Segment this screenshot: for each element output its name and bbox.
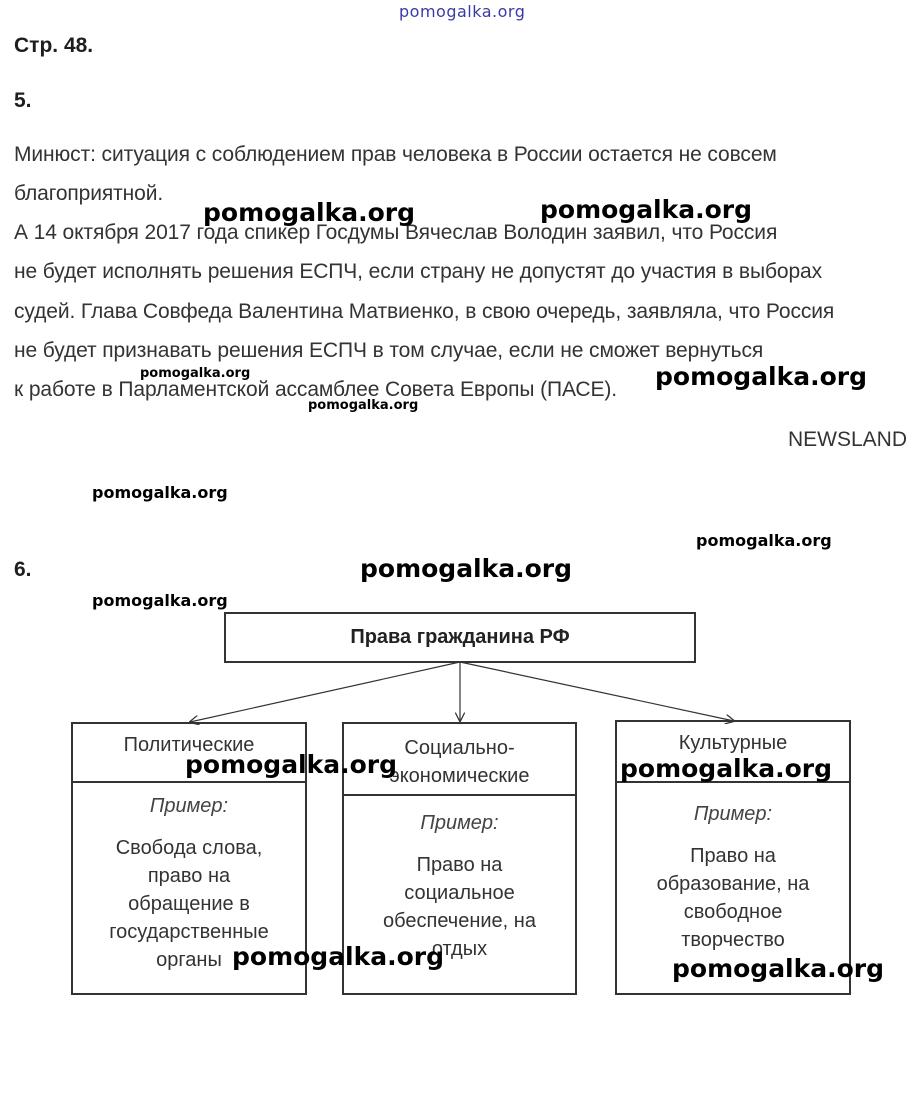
watermark: pomogalka.org bbox=[92, 483, 228, 502]
cultural-example-text bbox=[617, 842, 849, 954]
socioeconomic-example-label: Пример: bbox=[420, 812, 499, 834]
cultural-example-line: Право на bbox=[690, 845, 776, 867]
task-5-line-7: к работе в Парламентской ассамблее Совета Европы (ПАСЕ). bbox=[14, 378, 618, 401]
socioeconomic-example-line: отдых bbox=[431, 938, 488, 960]
cultural-example-line: образование, на bbox=[656, 873, 810, 895]
political-example-line: обращение в bbox=[128, 893, 250, 915]
watermark: pomogalka.org bbox=[92, 591, 228, 610]
connector-left bbox=[190, 662, 460, 722]
political-example-line: органы bbox=[156, 949, 222, 971]
watermark: pomogalka.org bbox=[655, 362, 868, 391]
political-example-line: государственные bbox=[109, 921, 269, 943]
watermark: pomogalka.org bbox=[540, 195, 753, 224]
cultural-example-line: творчество bbox=[681, 929, 785, 951]
cultural-title: Культурные bbox=[678, 732, 788, 754]
socioeconomic-example-line: обеспечение, на bbox=[383, 910, 536, 932]
political-example-line: право на bbox=[147, 865, 231, 887]
root-title: Права гражданина РФ bbox=[350, 626, 570, 648]
connector-right bbox=[460, 662, 734, 721]
source-attribution: NEWSLAND bbox=[787, 428, 907, 451]
political-title: Политические bbox=[123, 734, 255, 756]
task-5-line-6: не будет признавать решения ЕСПЧ в том случае, если не сможет вернуться bbox=[14, 339, 764, 362]
watermark: pomogalka.org bbox=[620, 754, 833, 783]
watermark: pomogalka.org bbox=[232, 942, 445, 971]
socioeconomic-title-line-2: экономические bbox=[389, 765, 530, 787]
watermark: pomogalka.org bbox=[696, 531, 832, 550]
watermark: pomogalka.org bbox=[140, 366, 251, 381]
socioeconomic-example-line: социальное bbox=[404, 882, 515, 904]
political-example-label: Пример: bbox=[149, 795, 229, 817]
cultural-example-label: Пример: bbox=[693, 803, 773, 825]
watermark: pomogalka.org bbox=[308, 398, 419, 413]
socioeconomic-example-line: Право на bbox=[416, 854, 503, 876]
task-5-line-3: А 14 октября 2017 года спикер Госдумы Вячеслав Володин заявил, что Россия bbox=[14, 221, 778, 244]
task-5-line-5: судей. Глава Совфеда Валентина Матвиенко, в свою очередь, заявляла, что Россия bbox=[14, 300, 835, 323]
political-example-line: Свобода слова, bbox=[115, 837, 263, 859]
watermark-top: pomogalka.org bbox=[399, 2, 526, 21]
watermark: pomogalka.org bbox=[360, 554, 573, 583]
task-5-line-1: Минюст: ситуация с соблюдением прав человека в России остается не совсем bbox=[14, 143, 777, 166]
task-6-number: 6. bbox=[14, 558, 32, 581]
socioeconomic-title-line-1: Социально- bbox=[404, 737, 515, 759]
watermark: pomogalka.org bbox=[203, 198, 416, 227]
watermark: pomogalka.org bbox=[185, 750, 398, 779]
watermark: pomogalka.org bbox=[672, 954, 885, 983]
root-rights-box bbox=[224, 612, 696, 663]
page-reference: Стр. 48. bbox=[14, 34, 94, 57]
task-5-number: 5. bbox=[14, 89, 32, 112]
cultural-example-line: свободное bbox=[683, 901, 783, 923]
task-5-line-4: не будет исполнять решения ЕСПЧ, если страну не допустят до участия в выборах bbox=[14, 260, 823, 283]
task-5-line-2: благоприятной. bbox=[14, 182, 164, 205]
